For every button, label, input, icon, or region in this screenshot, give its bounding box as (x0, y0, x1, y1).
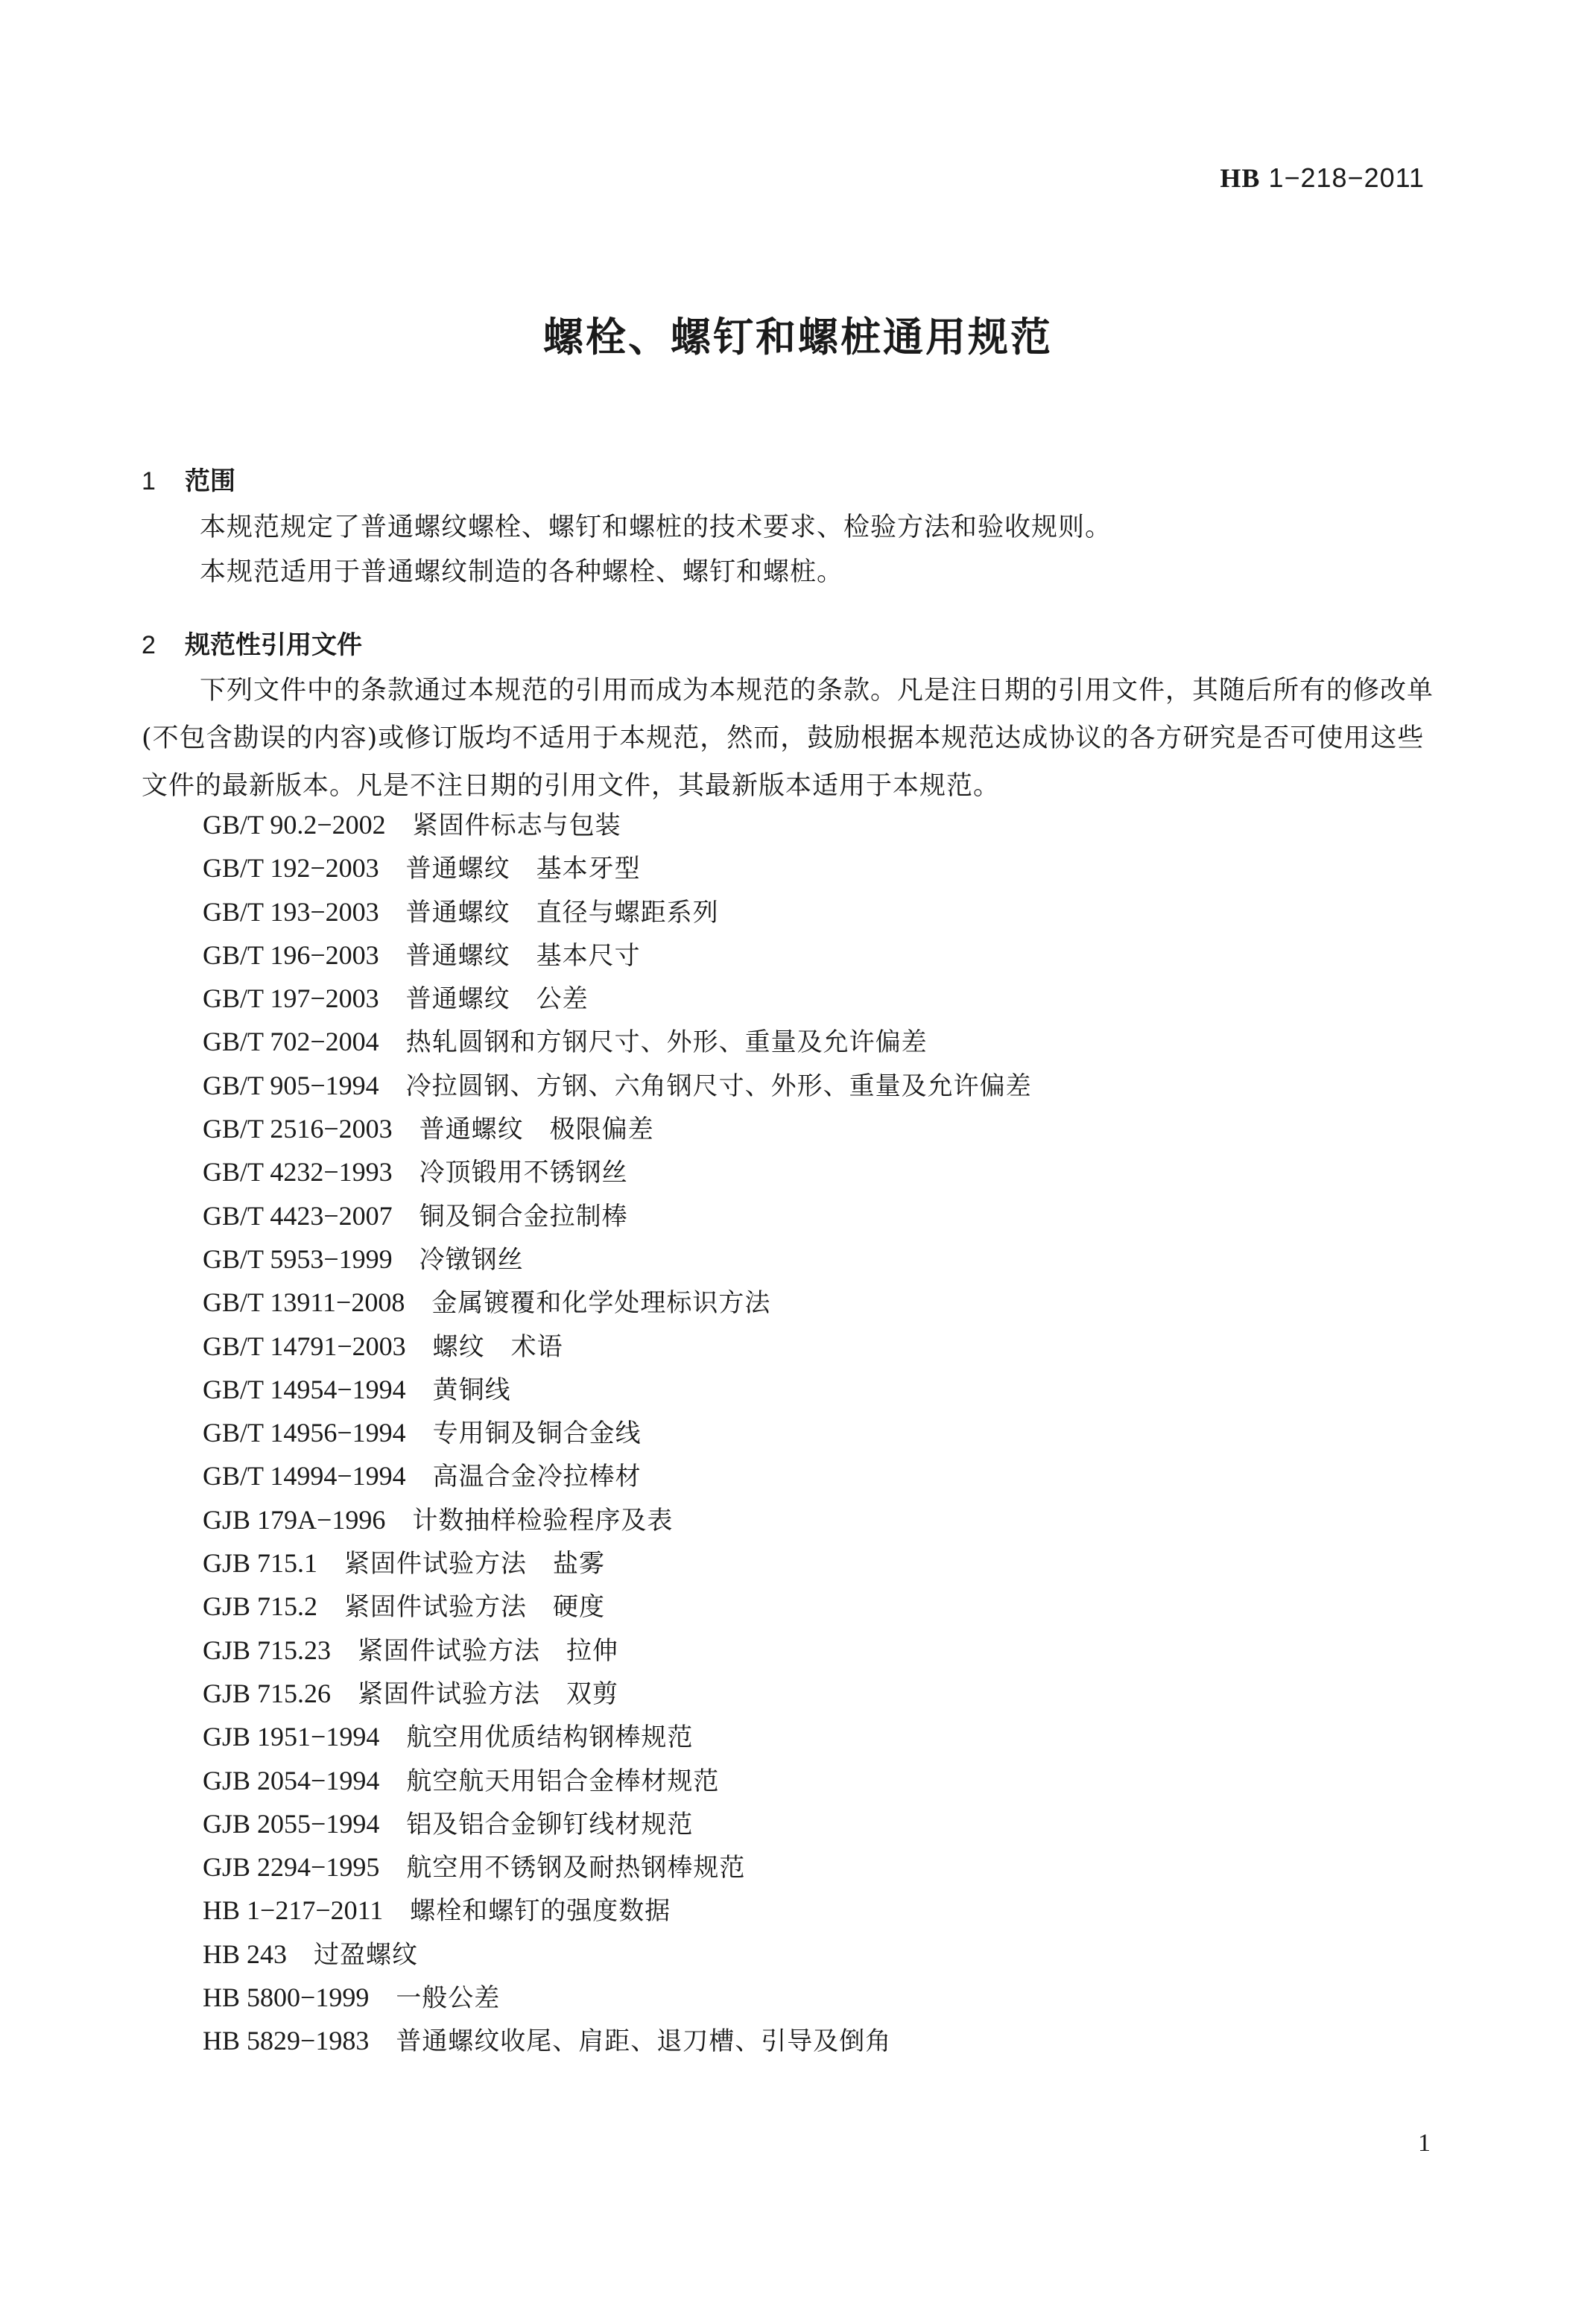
reference-code: GB/T 13911−2008 (203, 1287, 405, 1318)
section-number: 1 (142, 467, 156, 495)
reference-title: 一般公差 (396, 1983, 501, 2014)
reference-title: 普通螺纹 基本尺寸 (405, 940, 641, 971)
reference-title: 冷拉圆钢、方钢、六角钢尺寸、外形、重量及允许偏差 (405, 1071, 1032, 1101)
reference-code: GJB 715.2 (203, 1591, 318, 1622)
reference-title: 螺栓和螺钉的强度数据 (410, 1896, 671, 1927)
reference-item (203, 2019, 1469, 2062)
document-code-number: 1−218−2011 (1260, 162, 1425, 193)
document-code (1220, 162, 1425, 194)
reference-code: GB/T 14791−2003 (203, 1331, 406, 1361)
document-title: 螺栓、螺钉和螺桩通用规范 (543, 314, 1053, 361)
reference-item (203, 1976, 1469, 2019)
reference-code: GJB 715.26 (203, 1678, 332, 1708)
page-number: 1 (1418, 2129, 1431, 2157)
reference-title: 紧固件试验方法 拉伸 (358, 1635, 619, 1666)
reference-item (203, 977, 1469, 1020)
reference-code: GB/T 2516−2003 (203, 1114, 393, 1144)
section-heading-scope (142, 460, 235, 497)
reference-code: GB/T 196−2003 (203, 939, 379, 970)
reference-item (203, 1715, 1469, 1758)
reference-item (203, 1672, 1469, 1715)
reference-title: 普通螺纹收尾、肩距、退刀槽、引导及倒角 (396, 2026, 892, 2057)
section-title: 范围 (185, 466, 235, 496)
reference-code: HB 5829−1983 (203, 2026, 370, 2056)
reference-item (203, 1802, 1469, 1845)
reference-title: 铝及铝合金铆钉线材规范 (406, 1809, 694, 1839)
reference-code: GB/T 4232−1993 (203, 1157, 393, 1188)
reference-item (203, 1541, 1469, 1585)
scope-paragraph-2: 本规范适用于普通螺纹制造的各种螺栓、螺钉和螺桩。 (200, 557, 844, 587)
section-heading-normative-references (142, 624, 362, 661)
reference-title: 航空用不锈钢及耐热钢棒规范 (406, 1853, 746, 1883)
reference-item (203, 1194, 1469, 1237)
document-code-prefix: HB (1220, 163, 1261, 193)
reference-code: HB 243 (203, 1939, 288, 1969)
reference-title: 紧固件试验方法 硬度 (344, 1592, 606, 1623)
reference-item (203, 1281, 1469, 1324)
reference-code: HB 5800−1999 (203, 1982, 370, 2013)
reference-list (203, 803, 1469, 2063)
reference-title: 航空用优质结构钢棒规范 (406, 1722, 694, 1753)
reference-code: GB/T 905−1994 (203, 1070, 379, 1100)
reference-title: 冷镦钢丝 (419, 1244, 524, 1275)
reference-item (203, 890, 1469, 934)
reference-item (203, 1325, 1469, 1368)
scope-paragraph-1: 本规范规定了普通螺纹螺栓、螺钉和螺桩的技术要求、检验方法和验收规则。 (200, 513, 1112, 542)
reference-code: GB/T 14994−1994 (203, 1461, 406, 1492)
section-title: 规范性引用文件 (185, 630, 362, 660)
reference-title: 高温合金冷拉棒材 (432, 1462, 642, 1492)
reference-title: 紧固件试验方法 双剪 (358, 1679, 619, 1709)
reference-item (203, 1845, 1469, 1889)
reference-item (203, 1064, 1469, 1107)
reference-item (203, 846, 1469, 890)
reference-item (203, 1889, 1469, 1932)
reference-title: 螺纹 术语 (432, 1331, 563, 1362)
reference-code: GB/T 14954−1994 (203, 1374, 406, 1404)
reference-code: GB/T 14956−1994 (203, 1418, 406, 1448)
reference-item (203, 1933, 1469, 1976)
reference-title: 航空航天用铝合金棒材规范 (406, 1766, 720, 1796)
reference-code: GB/T 5953−1999 (203, 1243, 393, 1274)
reference-code: GB/T 193−2003 (203, 896, 379, 927)
reference-title: 金属镀覆和化学处理标识方法 (431, 1288, 771, 1319)
reference-title: 热轧圆钢和方钢尺寸、外形、重量及允许偏差 (405, 1027, 928, 1058)
reference-code: GJB 2294−1995 (203, 1852, 380, 1883)
reference-item (203, 1020, 1469, 1063)
reference-item (203, 1237, 1469, 1281)
reference-code: HB 1−217−2011 (203, 1895, 384, 1926)
reference-title: 过盈螺纹 (314, 1939, 419, 1970)
section-number: 2 (142, 631, 156, 659)
reference-item (203, 1107, 1469, 1150)
reference-item (203, 1759, 1469, 1802)
reference-item (203, 1411, 1469, 1454)
reference-code: GJB 179A−1996 (203, 1504, 386, 1535)
reference-title: 冷顶锻用不锈钢丝 (419, 1158, 628, 1188)
reference-title: 紧固件试验方法 盐雾 (344, 1549, 606, 1579)
reference-title: 普通螺纹 直径与螺距系列 (405, 897, 719, 928)
reference-title: 专用铜及铜合金线 (432, 1419, 642, 1449)
reference-item (203, 1368, 1469, 1411)
reference-code: GJB 1951−1994 (203, 1722, 380, 1752)
reference-title: 普通螺纹 基本牙型 (405, 854, 641, 884)
reference-code: GB/T 90.2−2002 (203, 810, 386, 840)
reference-item (203, 803, 1469, 846)
reference-title: 计数抽样检验程序及表 (412, 1505, 674, 1535)
reference-item (203, 1585, 1469, 1628)
reference-item (203, 1454, 1469, 1497)
reference-item (203, 1150, 1469, 1194)
reference-title: 黄铜线 (432, 1375, 511, 1405)
reference-item (203, 1498, 1469, 1541)
references-intro-paragraph: 下列文件中的条款通过本规范的引用而成为本规范的条款。凡是注日期的引用文件，其随后所有的修改单(不包含勘误的内容)或修订版均不适用于本规范，然而，鼓励根据本规范达成协议的各方研究是否可使用这些文件的最新版本。凡是不注日期的引用文件，其最新版本适用于本规范。 (142, 676, 1434, 801)
reference-title: 普通螺纹 极限偏差 (419, 1115, 654, 1145)
reference-code: GB/T 702−2004 (203, 1027, 379, 1057)
reference-code: GB/T 192−2003 (203, 853, 379, 884)
reference-title: 铜及铜合金拉制棒 (419, 1201, 628, 1232)
reference-code: GJB 2055−1994 (203, 1808, 380, 1839)
reference-item (203, 1629, 1469, 1672)
reference-code: GJB 715.1 (203, 1548, 318, 1579)
reference-code: GB/T 197−2003 (203, 983, 379, 1014)
reference-code: GJB 715.23 (203, 1635, 332, 1665)
reference-code: GB/T 4423−2007 (203, 1200, 393, 1231)
reference-code: GJB 2054−1994 (203, 1765, 380, 1795)
reference-title: 紧固件标志与包装 (412, 811, 621, 840)
reference-title: 普通螺纹 公差 (405, 984, 589, 1015)
reference-item (203, 934, 1469, 977)
